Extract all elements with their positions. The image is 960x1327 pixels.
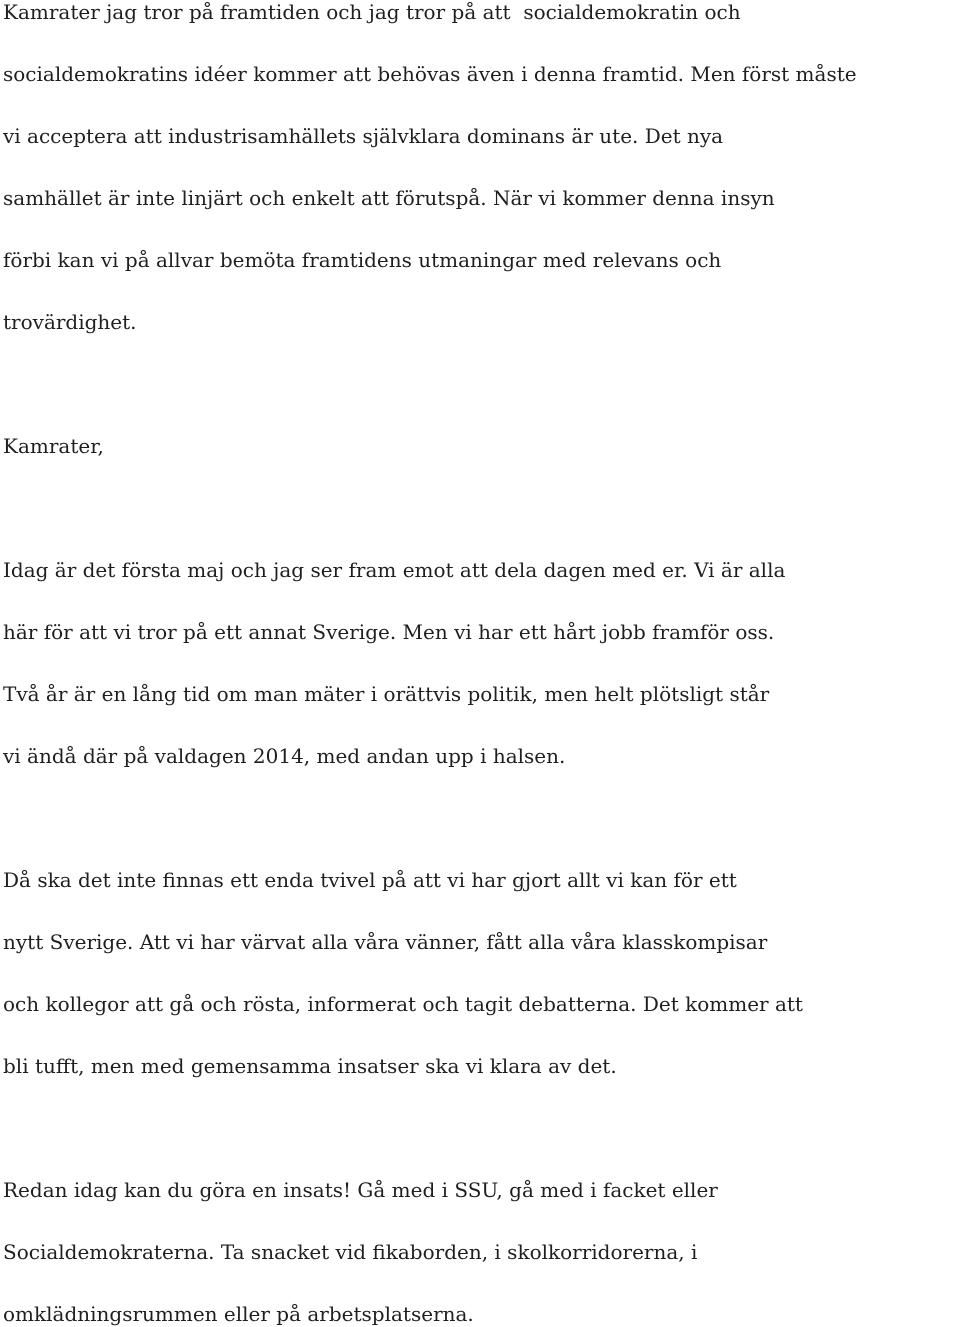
paragraph-5-line-1: Redan idag kan du göra en insats! Gå med i SSU, gå med i facket eller	[3, 1178, 718, 1202]
paragraph-5-line-2: Socialdemokraterna. Ta snacket vid fikaborden, i skolkorridorerna, i	[3, 1240, 698, 1264]
paragraph-3-line-1: Idag är det första maj och jag ser fram emot att dela dagen med er. Vi är alla	[3, 558, 786, 582]
paragraph-3-line-3: Två år är en lång tid om man mäter i orättvis politik, men helt plötsligt står	[3, 682, 770, 706]
paragraph-1-line-2: socialdemokratins idéer kommer att behövas även i denna framtid. Men först måste	[3, 62, 857, 86]
paragraph-4-line-3: och kollegor att gå och rösta, informerat och tagit debatterna. Det kommer att	[3, 992, 803, 1016]
paragraph-1-line-6: trovärdighet.	[3, 310, 137, 334]
paragraph-1-line-5: förbi kan vi på allvar bemöta framtidens utmaningar med relevans och	[3, 248, 722, 272]
paragraph-1-line-1: Kamrater jag tror på framtiden och jag tror på att socialdemokratin och	[3, 0, 741, 24]
paragraph-2-line-1: Kamrater,	[3, 434, 104, 458]
paragraph-1-line-4: samhället är inte linjärt och enkelt att förutspå. När vi kommer denna insyn	[3, 186, 775, 210]
paragraph-4-line-4: bli tufft, men med gemensamma insatser ska vi klara av det.	[3, 1054, 617, 1078]
paragraph-3-line-4: vi ändå där på valdagen 2014, med andan upp i halsen.	[3, 744, 566, 768]
paragraph-5-line-3: omklädningsrummen eller på arbetsplatserna.	[3, 1302, 474, 1326]
paragraph-3-line-2: här för att vi tror på ett annat Sverige. Men vi har ett hårt jobb framför oss.	[3, 620, 775, 644]
paragraph-4-line-1: Då ska det inte finnas ett enda tvivel på att vi har gjort allt vi kan för ett	[3, 868, 737, 892]
paragraph-4-line-2: nytt Sverige. Att vi har värvat alla våra vänner, fått alla våra klasskompisar	[3, 930, 768, 954]
paragraph-1-line-3: vi acceptera att industrisamhällets självklara dominans är ute. Det nya	[3, 124, 724, 148]
